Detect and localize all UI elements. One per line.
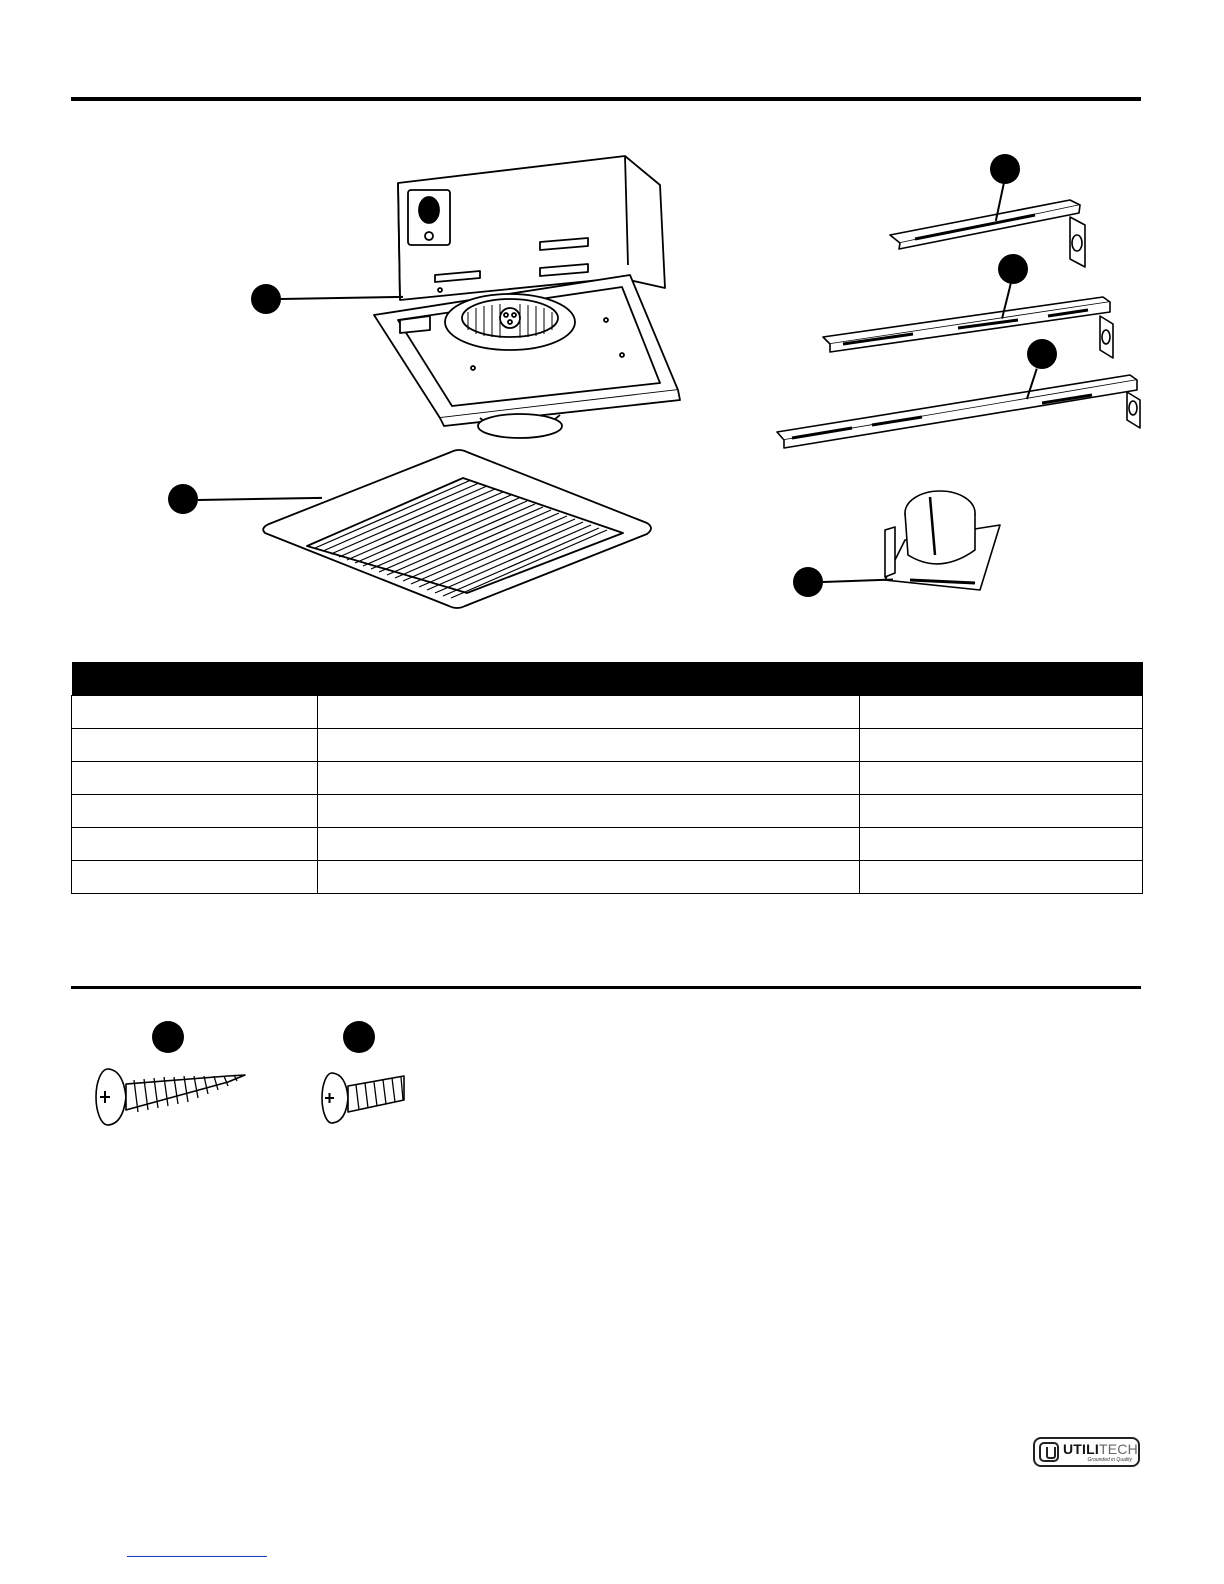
table-cell xyxy=(318,795,860,828)
duct-connector-illustration xyxy=(880,485,1005,595)
brand-logo-text xyxy=(1063,1441,1138,1457)
screw-illustration xyxy=(88,1064,248,1130)
brand-logo xyxy=(1033,1437,1140,1467)
table-row xyxy=(72,795,1143,828)
table-cell xyxy=(860,828,1143,861)
part-callout xyxy=(990,154,1020,184)
mounting-bracket-illustration xyxy=(885,195,1095,270)
part-callout xyxy=(793,567,823,597)
brand-name-strong: UTILI xyxy=(1063,1441,1099,1457)
brand-name-light: TECH xyxy=(1099,1441,1138,1457)
table-cell xyxy=(318,828,860,861)
table-row xyxy=(72,828,1143,861)
grille-illustration xyxy=(255,448,660,613)
table-header-cell xyxy=(860,662,1143,696)
mounting-bracket-illustration xyxy=(818,292,1118,362)
table-cell xyxy=(318,729,860,762)
table-cell xyxy=(860,762,1143,795)
table-cell xyxy=(860,729,1143,762)
parts-table xyxy=(71,662,1143,894)
fan-housing-illustration xyxy=(360,150,690,440)
table-row xyxy=(72,762,1143,795)
screw-illustration xyxy=(316,1068,410,1126)
part-callout xyxy=(998,254,1028,284)
table-row xyxy=(72,861,1143,894)
table-cell xyxy=(72,795,318,828)
section-rule-hardware xyxy=(71,986,1141,989)
hardware-callout xyxy=(152,1021,184,1053)
table-cell xyxy=(860,696,1143,729)
table-header-cell xyxy=(72,662,318,696)
part-callout xyxy=(1027,339,1057,369)
brand-logo-icon xyxy=(1039,1442,1059,1462)
footer-link-underline[interactable] xyxy=(127,1556,267,1557)
table-cell xyxy=(72,861,318,894)
table-cell xyxy=(860,861,1143,894)
table-cell xyxy=(318,696,860,729)
table-cell xyxy=(72,729,318,762)
table-cell xyxy=(318,762,860,795)
table-row xyxy=(72,696,1143,729)
table-cell xyxy=(72,762,318,795)
table-header-cell xyxy=(318,662,860,696)
part-callout xyxy=(251,284,281,314)
hardware-callout xyxy=(343,1021,375,1053)
table-header-row xyxy=(72,662,1143,696)
section-rule-top xyxy=(71,97,1141,101)
table-cell xyxy=(318,861,860,894)
table-cell xyxy=(860,795,1143,828)
table-cell xyxy=(72,696,318,729)
part-callout xyxy=(168,484,198,514)
mounting-bracket-illustration xyxy=(772,370,1144,450)
brand-tagline: Grounded in Quality xyxy=(1087,1457,1132,1463)
table-row xyxy=(72,729,1143,762)
table-cell xyxy=(72,828,318,861)
